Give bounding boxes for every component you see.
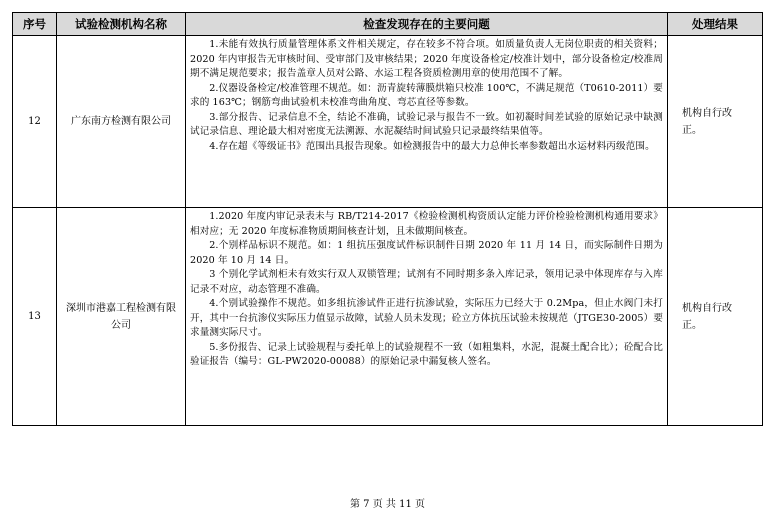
issue-paragraph: 3.部分报告、记录信息不全，结论不准确，试验记录与报告不一致。如初凝时间差试验的原始记录中缺测试记录信息、理论最大相对密度无法溯源、水泥凝结时间试验只记录最终结果值等。 (190, 111, 663, 137)
issue-paragraph: 4.存在超《等级证书》范围出具报告现象。如检测报告中的最大力总伸长率参数超出水运材料丙级范围。 (209, 140, 655, 152)
org-name: 深圳市港嘉工程检测有限公司 (57, 208, 186, 426)
result-cell: 机构自行改正。 (668, 36, 763, 208)
issue-paragraph: 3 个别化学试剂柜未有效实行双人双锁管理；试剂有不同时期多条入库记录，领用记录中体现库存与入库记录不对应，动态管理不准确。 (190, 269, 663, 295)
result-cell: 机构自行改正。 (668, 208, 763, 426)
inspection-results-table (12, 12, 763, 426)
row-number: 13 (13, 208, 57, 426)
table-row (13, 36, 763, 208)
table-header-row (13, 13, 763, 36)
header-result: 处理结果 (668, 13, 763, 36)
issue-paragraph: 2.仪器设备检定/校准管理不规范。如：沥青旋转薄膜烘箱只校准 100℃，不满足规范（T0610-2011）要求的 163℃；钢筋弯曲试验机未校准弯曲角度、弯芯直径等参数。 (190, 82, 663, 108)
issue-paragraph: 1.未能有效执行质量管理体系文件相关规定，存在较多不符合项。如质量负责人无岗位职责的相关资料；2020 年内审报告无审核时间、受审部门及审核结果；2020 年度设备检定/校准计划中，部分设备检定/校准周期不满足规范要求；报告盖章人员对公路、水运工程各资质检测用章的使用范围不了解。 (190, 39, 663, 79)
issue-paragraph: 1.2020 年度内审记录表未与 RB/T214-2017《检验检测机构资质认定能力评价检验检测机构通用要求》相对应；无 2020 年度标准物质期间核查计划，且未做期间核查。 (190, 211, 663, 237)
issue-paragraph: 2.个别样品标识不规范。如：1 组抗压强度试件标识制件日期 2020 年 11 月 14 日，而实际制件日期为 2020 年 10 月 14 日。 (190, 240, 663, 266)
row-number: 12 (13, 36, 57, 208)
issue-paragraph: 5.多份报告、记录上试验规程与委托单上的试验规程不一致（如粗集料，水泥，混凝土配合比）；砼配合比验证报告（编号：GL-PW2020-00088）的原始记录中漏复核人签名。 (190, 341, 663, 367)
header-issues: 检查发现存在的主要问题 (186, 13, 668, 36)
issues-cell (186, 208, 668, 426)
header-no: 序号 (13, 13, 57, 36)
issue-paragraph: 4.个别试验操作不规范。如多组抗渗试件正进行抗渗试验，实际压力已经大于 0.2Mpa，但止水阀门未打开，其中一台抗渗仪实际压力值显示故障，试验人员未发现；砼立方体抗压试验未按规范（JTGE30-2005）要求量测实际尺寸。 (190, 298, 664, 338)
header-org: 试验检测机构名称 (57, 13, 186, 36)
table-row (13, 208, 763, 426)
page-number: 第 7 页 共 11 页 (350, 499, 425, 510)
issues-cell (186, 36, 668, 208)
org-name: 广东南方检测有限公司 (57, 36, 186, 208)
